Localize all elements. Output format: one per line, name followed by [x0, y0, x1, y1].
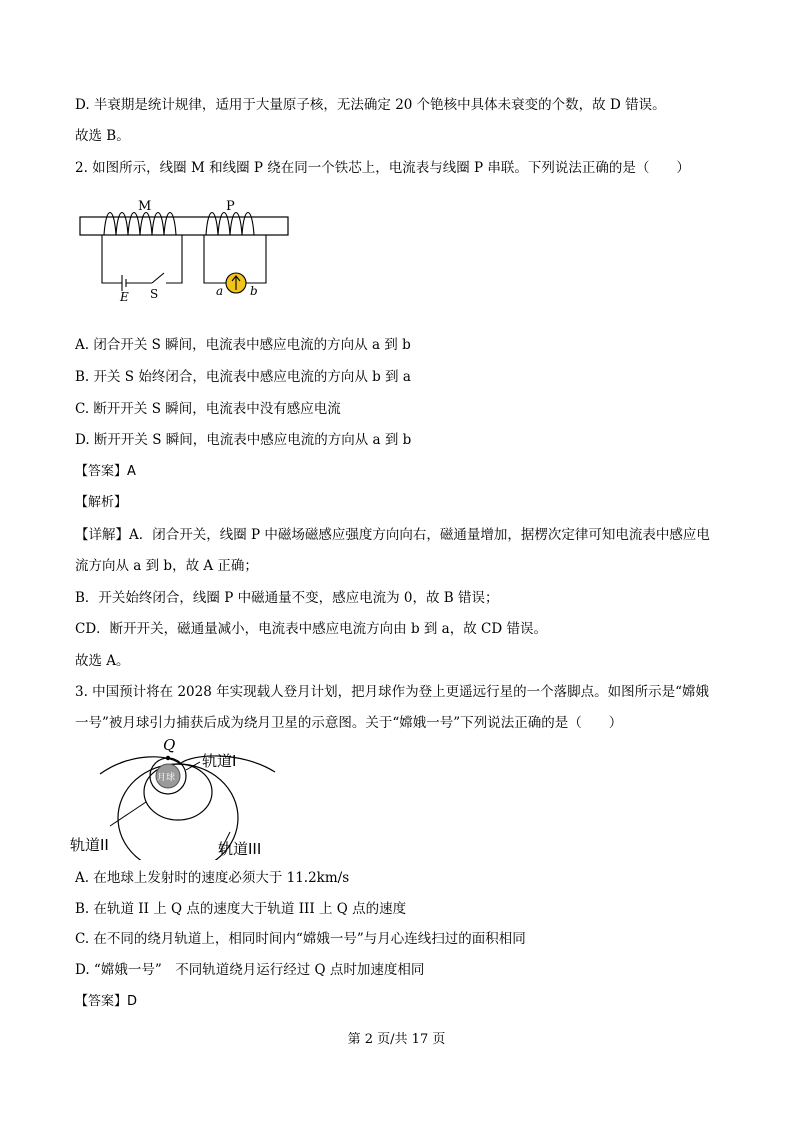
- question-3-stem: 3. 中国预计将在 2028 年实现载人登月计划，把月球作为登上更遥远行星的一个落脚点。如图所示是“嫦娥: [75, 684, 710, 700]
- label-orbit-3: 轨道III: [218, 840, 262, 858]
- point-q: [166, 756, 170, 760]
- coil-m: [104, 213, 176, 236]
- lunar-orbit-figure: [70, 732, 290, 860]
- option-a: A. 在地球上发射时的速度必须大于 11.2km/s: [75, 870, 350, 886]
- option-c: C. 在不同的绕月轨道上，相同时间内“嫦娥一号”与月心连线扫过的面积相同: [75, 931, 526, 947]
- label-orbit-1: 轨道I: [202, 752, 237, 770]
- label-b: b: [250, 284, 258, 298]
- label-m: M: [138, 199, 152, 214]
- label-orbit-2: 轨道II: [70, 836, 109, 854]
- iron-core: [80, 217, 288, 235]
- question-3-stem: 一号”被月球引力捕获后成为绕月卫星的示意图。关于“嫦娥一号”下列说法正确的是（ ）: [75, 715, 623, 731]
- page-footer: 第 2 页/共 17 页: [347, 1032, 446, 1047]
- text-line: 故选 B。: [75, 128, 130, 144]
- option-b: B. 开关 S 始终闭合，电流表中感应电流的方向从 b 到 a: [75, 369, 411, 385]
- question-2-stem: 2. 如图所示，线圈 M 和线圈 P 绕在同一个铁芯上，电流表与线圈 P 串联。下列说法正确的是（ ）: [75, 160, 690, 176]
- coil-p: [206, 213, 254, 236]
- explanation-line: CD．断开开关，磁通量减小，电流表中感应电流方向由 b 到 a，故 CD 错误。: [75, 621, 547, 637]
- option-c: C. 断开开关 S 瞬间，电流表中没有感应电流: [75, 401, 341, 417]
- option-b: B. 在轨道 II 上 Q 点的速度大于轨道 III 上 Q 点的速度: [75, 901, 407, 917]
- option-d: D. “嫦娥一号” 不同轨道绕月运行经过 Q 点时加速度相同: [75, 962, 425, 978]
- explanation-line: 【详解】A．闭合开关，线圈 P 中磁场磁感应强度方向向右，磁通量增加，据楞次定律可知电流表中感应电: [75, 527, 710, 543]
- label-e: E: [120, 290, 129, 304]
- label-s: S: [150, 287, 159, 301]
- label-a: a: [216, 284, 224, 298]
- option-a: A. 闭合开关 S 瞬间，电流表中感应电流的方向从 a 到 b: [75, 337, 411, 353]
- leader-line: [110, 802, 146, 826]
- option-d: D. 断开开关 S 瞬间，电流表中感应电流的方向从 a 到 b: [75, 432, 412, 448]
- text-line: D. 半衰期是统计规律，适用于大量原子核，无法确定 20 个铯核中具体未衰变的个数，故 D 错误。: [75, 97, 666, 113]
- label-moon: 月球: [157, 773, 176, 783]
- answer-label: 【答案】A: [75, 464, 136, 479]
- coil-circuit-figure: [70, 195, 290, 305]
- answer-label: 【答案】D: [75, 994, 138, 1009]
- explanation-line: 故选 A。: [75, 653, 130, 669]
- circuit-m-wires: [102, 235, 182, 291]
- explanation-line: 流方向从 a 到 b，故 A 正确；: [75, 558, 258, 574]
- label-q: Q: [163, 736, 176, 754]
- analysis-label: 【解析】: [75, 495, 128, 510]
- explanation-line: B．开关始终闭合，线圈 P 中磁通量不变，感应电流为 0，故 B 错误；: [75, 590, 499, 606]
- label-p: P: [226, 199, 235, 214]
